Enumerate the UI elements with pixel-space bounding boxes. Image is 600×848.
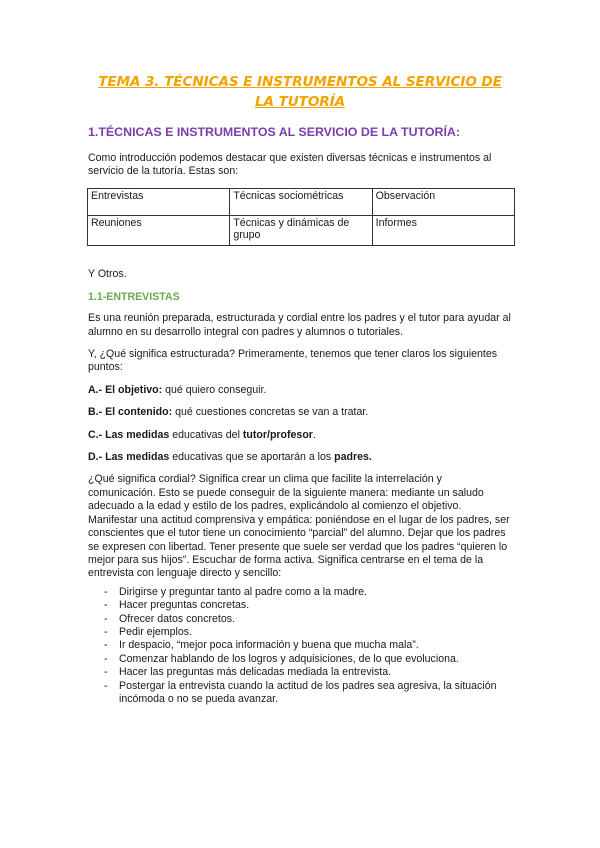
table-cell: Técnicas sociométricas — [230, 188, 372, 215]
point-strong: padres. — [334, 451, 372, 464]
table-row — [88, 188, 515, 215]
dash-marker: - — [104, 625, 108, 638]
point-label: B.- El contenido: — [88, 406, 173, 419]
list-item-text: Dirigirse y preguntar tanto al padre como a la madre. — [119, 585, 367, 598]
list-item-text: Hacer las preguntas más delicadas mediada la entrevista. — [119, 666, 392, 679]
point-text: educativas del — [169, 428, 243, 441]
dash-marker: - — [104, 679, 108, 692]
list-item — [88, 599, 512, 612]
list-item-text: Postergar la entrevista cuando la actitud de los padres sea agresiva, la situación incómoda o no se pueda avanzar. — [119, 679, 497, 705]
point-b — [88, 406, 512, 419]
point-text: qué cuestiones concretas se van a tratar. — [172, 406, 369, 419]
table-row — [88, 215, 515, 245]
section-heading: 1.TÉCNICAS E INSTRUMENTOS AL SERVICIO DE LA TUTORÍA: — [88, 125, 460, 139]
list-item — [88, 639, 512, 652]
dash-marker: - — [104, 639, 108, 652]
list-item — [88, 653, 512, 666]
point-label: D.- Las medidas — [88, 451, 170, 464]
list-item — [88, 586, 512, 599]
point-c — [88, 429, 512, 442]
list-item-text: Hacer preguntas concretas. — [119, 599, 250, 612]
techniques-table — [87, 188, 515, 246]
table-cell: Informes — [372, 215, 514, 245]
point-text: educativas que se aportarán a los — [169, 451, 335, 464]
list-item — [88, 613, 512, 626]
structured-question: Y, ¿Qué significa estructurada? Primeramente, tenemos que tener claros los siguientes puntos: — [88, 348, 498, 374]
table-cell: Reuniones — [88, 215, 230, 245]
list-item — [88, 626, 512, 639]
table-cell: Entrevistas — [88, 188, 230, 215]
table-cell: Observación — [372, 188, 514, 215]
tips-list — [88, 586, 512, 707]
point-d — [88, 451, 512, 464]
list-item-text: Pedir ejemplos. — [119, 625, 193, 638]
list-item-text: Comenzar hablando de los logros y adquisiciones, de lo que evoluciona. — [119, 652, 459, 665]
dash-marker: - — [104, 666, 108, 679]
dash-marker: - — [104, 585, 108, 598]
list-item — [88, 666, 512, 679]
dash-marker: - — [104, 652, 108, 665]
table-cell: Técnicas y dinámicas de grupo — [230, 215, 372, 245]
others-line: Y Otros. — [88, 267, 127, 280]
list-item-text: Ofrecer datos concretos. — [119, 612, 235, 625]
intro-paragraph: Como introducción podemos destacar que existen diversas técnicas e instrumentos al servicio de la tutoría. Estas son: — [88, 152, 492, 178]
cordial-paragraph: ¿Qué significa cordial? Significa crear un clima que facilite la interrelación y comunicación. Esto se puede conseguir de la siguiente manera: mediante un saludo adecuado a la edad y estilo de los padres, explicándolo al comienzo el objetivo. Manifestar una actitud comprensiva y empática: poniéndose en el lugar de los padres, ser conscientes que el tutor tiene un conocimiento “parcial” del alumno. Dejar que los padres se expresen con libertad. Tener presente que suele ser verdad que los padres “quieren lo mejor para sus hijos”. Escuchar de forma activa. Significa centrarse en el tema de la entrevista con lenguaje directo y sencillo: — [88, 473, 510, 580]
subsection-heading: 1.1-ENTREVISTAS — [88, 291, 180, 304]
point-a — [88, 384, 512, 397]
list-item — [88, 680, 512, 707]
dash-marker: - — [104, 599, 108, 612]
point-label: A.- El objetivo: — [88, 383, 163, 396]
point-label: C.- Las medidas — [88, 428, 170, 441]
point-end: . — [312, 428, 316, 441]
point-strong: tutor/profesor — [242, 428, 313, 441]
point-text: qué quiero conseguir. — [162, 383, 267, 396]
interview-definition: Es una reunión preparada, estructurada y cordial entre los padres y el tutor para ayudar al alumno en su desarrollo integral con padres y alumnos o tutoriales. — [88, 312, 511, 338]
document-title: TEMA 3. TÉCNICAS E INSTRUMENTOS AL SERVICIO DE LA TUTORÍA — [98, 74, 502, 110]
list-item-text: Ir despacio, “mejor poca información y buena que mucha mala”. — [119, 639, 419, 652]
dash-marker: - — [104, 612, 108, 625]
